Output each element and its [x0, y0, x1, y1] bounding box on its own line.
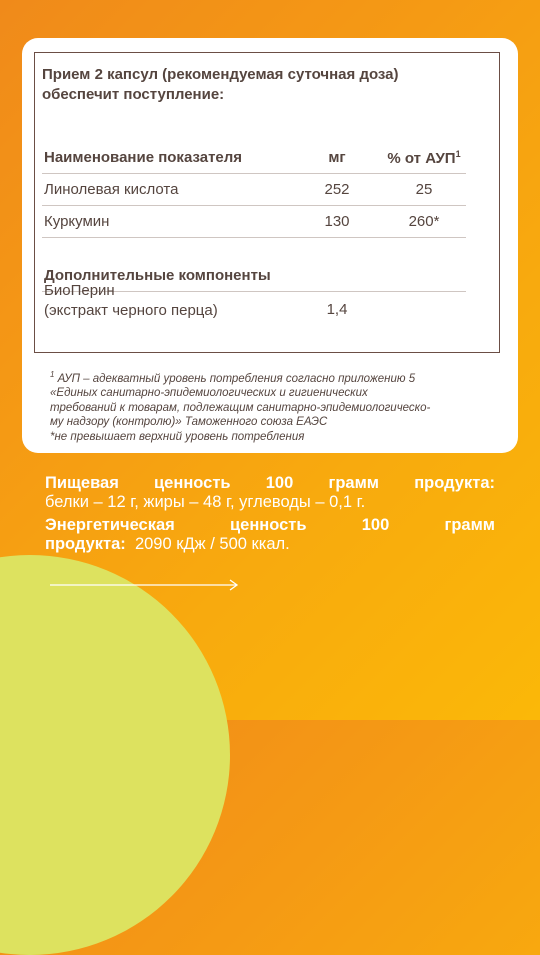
energy-value: Энергетическая ценность 100 грамм продукта: 2090 кДж / 500 ккал.: [45, 516, 495, 553]
nutrition-text: белки – 12 г, жиры – 48 г, углеводы – 0,1 г.: [45, 493, 366, 511]
nutrition-label: Пищевая ценность 100 грамм продукта:: [45, 474, 495, 492]
row-name: Линолевая кислота: [44, 181, 179, 198]
table-row: [42, 206, 466, 238]
additional-item-name: БиоПерин (экстракт черного перца): [44, 282, 218, 319]
row-pct: 25: [415, 181, 433, 198]
row-mg: 130: [324, 213, 350, 230]
energy-label: Энергетическая ценность 100 грамм: [45, 516, 495, 534]
additional-title: Дополнительные компоненты: [44, 267, 271, 284]
table-row: [42, 174, 466, 206]
footnote: $^1$ АУП – адекватный уровень потребления согласно приложению 5 «Единых санитарно-эпидемиологических и гигиенических требований к товарам, подлежащим санитарно-эпидемиологическо- му надзору (контролю)» Таможенного союза ЕАЭС *не превышает верхний уровень потребления: [50, 370, 431, 443]
additional-item-mg: 1,4: [326, 301, 348, 318]
header-name: Наименование показателя: [44, 149, 243, 166]
header-mg: мг: [328, 149, 346, 166]
decorative-circle: [0, 555, 230, 955]
energy-text: 2090 кДж / 500 ккал.: [134, 535, 290, 553]
row-pct: 260*: [408, 213, 440, 230]
arrow-right-icon: [50, 578, 240, 592]
row-mg: 252: [324, 181, 350, 198]
header-pct: % от АУП$^1$: [387, 149, 461, 167]
nutrition-value: [45, 474, 495, 512]
row-name: Куркумин: [44, 213, 110, 230]
intro-text: Прием 2 капсул (рекомендуемая суточная доза) обеспечит поступление:: [42, 66, 399, 103]
table-header: [42, 142, 466, 174]
info-card: [22, 38, 518, 453]
